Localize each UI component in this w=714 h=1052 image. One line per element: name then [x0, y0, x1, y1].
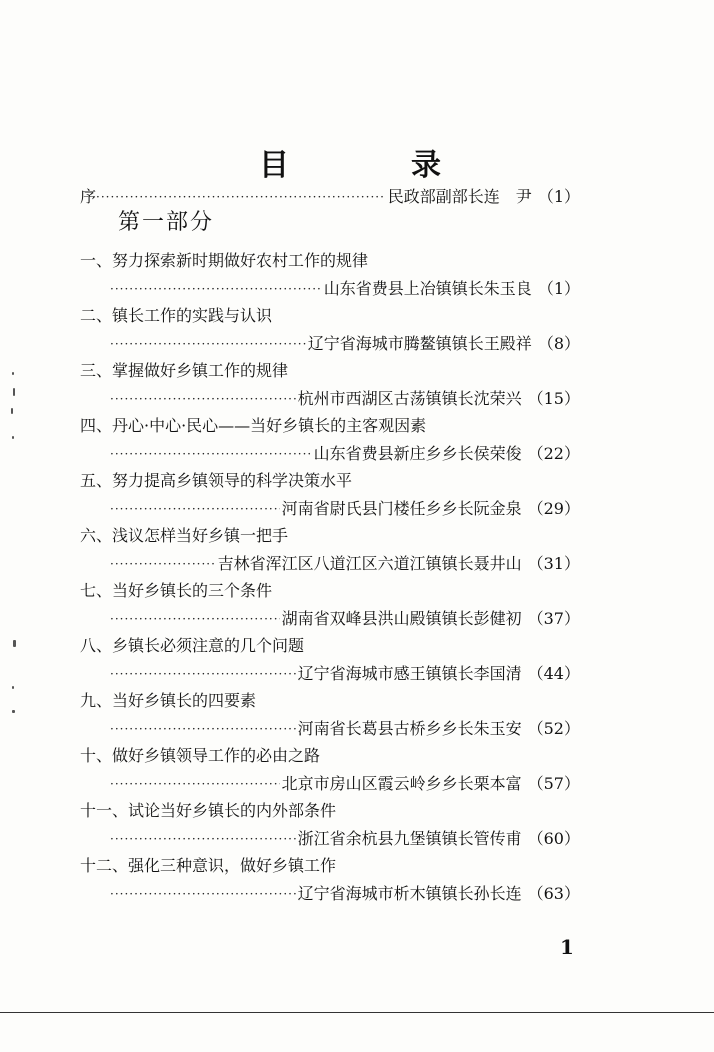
toc-entry-author-line: [110, 606, 580, 632]
leader-dots: [110, 606, 280, 632]
scan-speck: [12, 686, 14, 689]
toc-entry-author: 河南省尉氏县门楼任乡乡长阮金泉: [281, 499, 522, 518]
toc-entry-title: 八、乡镇长必须注意的几个问题: [80, 636, 305, 655]
toc-entry-author: 杭州市西湖区古荡镇镇长沈荣兴: [297, 389, 522, 408]
toc-entry-title: 十一、试论当好乡镇长的内外部条件: [80, 801, 337, 820]
toc-entry-author-line: [110, 881, 580, 907]
toc-entry-author: 辽宁省海城市腾鳌镇镇长王殿祥: [307, 334, 532, 353]
leader-dots: [110, 276, 322, 302]
preface-label: 序: [80, 187, 97, 206]
leader-dots: [110, 661, 296, 687]
leader-dots: [110, 551, 216, 577]
toc-entry-title: 六、浅议怎样当好乡镇一把手: [80, 526, 289, 545]
toc-entry-author: 浙江省余杭县九堡镇镇长管传甫: [297, 829, 522, 848]
toc-entry-author: 辽宁省海城市析木镇镇长孙长连: [297, 884, 522, 903]
scan-speck: [13, 388, 15, 396]
toc-entry-author-line: [110, 386, 580, 412]
toc-entry-author-line: [110, 771, 580, 797]
toc-entry-author: 吉林省浑江区八道江区六道江镇镇长聂井山: [217, 554, 522, 573]
toc-entry-page: （57）: [527, 774, 580, 793]
scan-speck: [13, 640, 16, 647]
toc-entry-page: （22）: [527, 444, 580, 463]
bottom-rule: [0, 1012, 714, 1013]
toc-entry-author: 山东省费县上冶镇镇长朱玉良: [323, 279, 532, 298]
leader-dots: [110, 496, 280, 522]
toc-entry-author-line: [110, 441, 580, 467]
toc-entry-page: （37）: [527, 609, 580, 628]
leader-dots: [110, 881, 296, 907]
toc-entry-author-line: [110, 331, 580, 357]
toc-entry-author: 北京市房山区霞云岭乡乡长栗本富: [281, 774, 522, 793]
toc-entry-page: （1）: [537, 279, 580, 298]
toc-entry-author-line: [110, 661, 580, 687]
toc-entry-page: （29）: [527, 499, 580, 518]
leader-dots: [110, 771, 280, 797]
leader-dots: [110, 716, 296, 742]
section-heading: 第一部分: [118, 210, 215, 235]
toc-preface-line: [80, 184, 580, 210]
toc-entry-author: 山东省费县新庄乡乡长侯荣俊: [313, 444, 522, 463]
toc-entry-author: 湖南省双峰县洪山殿镇镇长彭健初: [281, 609, 522, 628]
toc-entry-title: 七、当好乡镇长的三个条件: [80, 581, 273, 600]
toc-entry-title: 二、镇长工作的实践与认识: [80, 306, 273, 325]
scan-speck: [12, 710, 15, 713]
toc-entry-title: 一、努力探索新时期做好农村工作的规律: [80, 251, 369, 270]
page-title: 目 录: [259, 148, 487, 183]
toc-entry-author-line: [110, 826, 580, 852]
page-number: 1: [560, 935, 574, 959]
scan-speck: [11, 408, 13, 414]
toc-entry-page: （60）: [527, 829, 580, 848]
toc-entry-title: 四、丹心·中心·民心——当好乡镇长的主客观因素: [80, 416, 427, 435]
toc-entry-page: （31）: [527, 554, 580, 573]
preface-author: 民政部副部长连 尹: [387, 187, 532, 206]
toc-entry-author-line: [110, 276, 580, 302]
toc-entry-title: 十、做好乡镇领导工作的必由之路: [80, 746, 321, 765]
toc-entry-page: （8）: [537, 334, 580, 353]
leader-dots: [110, 441, 312, 467]
leader-dots: [110, 826, 296, 852]
toc-entry-page: （15）: [527, 389, 580, 408]
toc-entry-author: 河南省长葛县古桥乡乡长朱玉安: [297, 719, 522, 738]
toc-entry-title: 五、努力提高乡镇领导的科学决策水平: [80, 471, 353, 490]
scan-speck: [12, 372, 14, 375]
toc-entry-page: （63）: [527, 884, 580, 903]
toc-entry-title: 九、当好乡镇长的四要素: [80, 691, 257, 710]
leader-dots: [110, 386, 296, 412]
toc-entry-page: （44）: [527, 664, 580, 683]
toc-entry-author-line: [110, 551, 580, 577]
preface-page: （1）: [537, 187, 580, 206]
scan-speck: [12, 436, 14, 439]
toc-entry-author-line: [110, 496, 580, 522]
toc-entry-author: 辽宁省海城市感王镇镇长李国清: [297, 664, 522, 683]
toc-entry-author-line: [110, 716, 580, 742]
toc-entry-title: 三、掌握做好乡镇工作的规律: [80, 361, 289, 380]
toc-entry-page: （52）: [527, 719, 580, 738]
toc-entry-title: 十二、强化三种意识，做好乡镇工作: [80, 856, 337, 875]
leader-dots: [96, 184, 386, 210]
leader-dots: [110, 331, 306, 357]
